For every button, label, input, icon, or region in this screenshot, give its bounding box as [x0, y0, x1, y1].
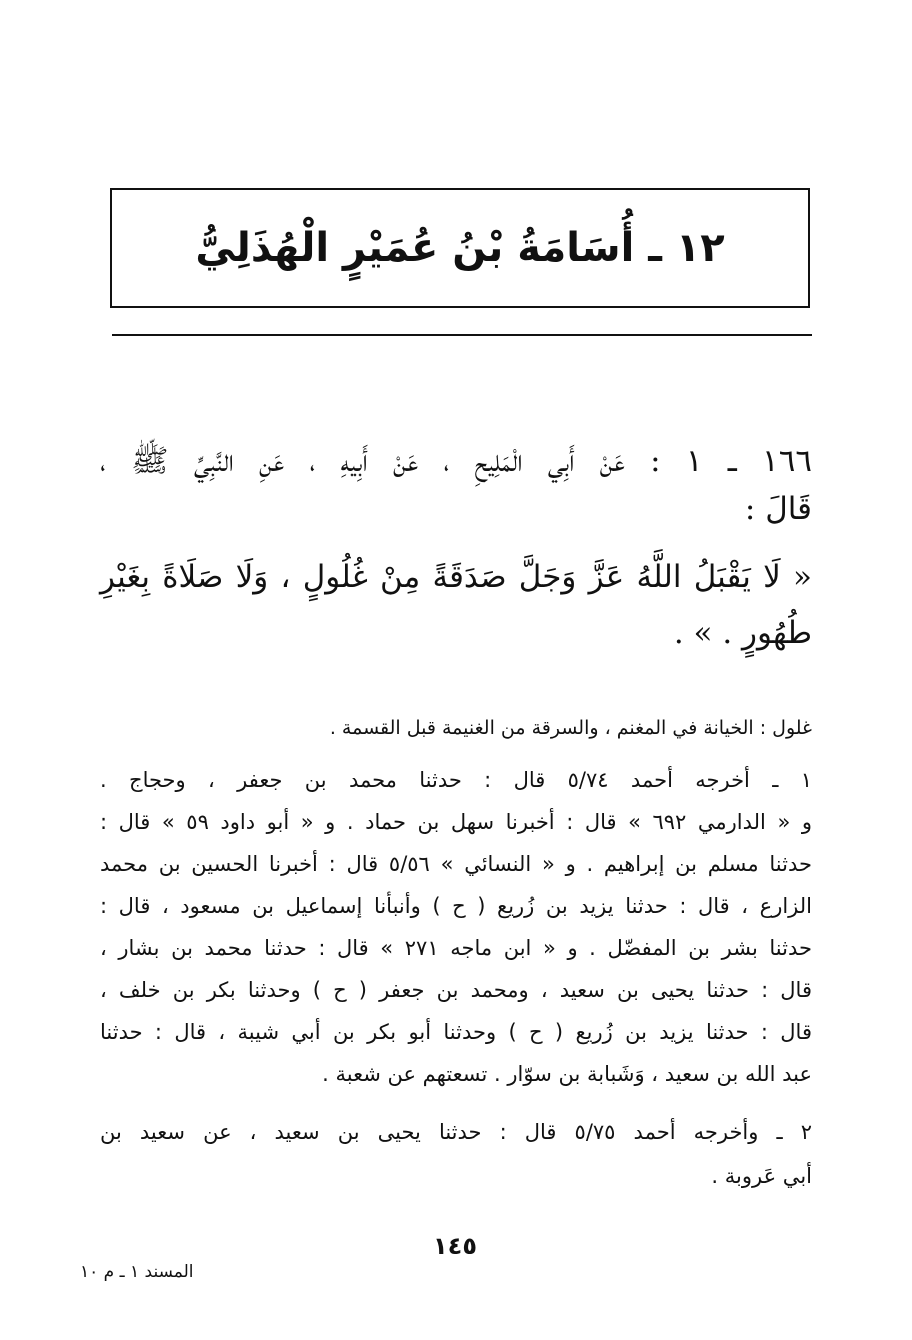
note-2-line: ٢ ـ وأخرجه أحمد ٥/٧٥ قال : حدثنا يحيى بن سعيد ، عن سعيد بن: [100, 1120, 812, 1144]
note-1-line: الزارع ، قال : حدثنا يزيد بن زُريع ( ح ) وأنبأنا إسماعيل بن مسعود ، قال :: [100, 894, 812, 918]
hadith-line-3: « لَا يَقْبَلُ اللَّهُ عَزَّ وَجَلَّ صَدَقَةً مِنْ غُلُولٍ ، وَلَا صَلَاةً بِغَيْرِ: [100, 559, 812, 595]
page-number: ١٤٥: [433, 1232, 477, 1260]
chapter-title-box: [110, 188, 810, 308]
volume-signature: المسند ١ ـ م ١٠: [80, 1262, 194, 1282]
note-2-line: أبي عَروبة .: [711, 1164, 812, 1188]
hadith-line-4: طُهُورٍ . » .: [673, 615, 812, 651]
title-divider: [112, 334, 812, 336]
note-1-line: عبد الله بن سعيد ، وَشَبابة بن سوّار . تسعتهم عن شعبة .: [322, 1062, 812, 1086]
note-1-line: ١ ـ أخرجه أحمد ٥/٧٤ قال : حدثنا محمد بن جعفر ، وحجاج .: [100, 768, 813, 792]
note-1-line: حدثنا مسلم بن إبراهيم . و « النسائي » ٥/٥٦ قال : أخبرنا الحسين بن محمد: [100, 852, 812, 876]
note-1-line: حدثنا بشر بن المفضّل . و « ابن ماجه ٢٧١ » قال : حدثنا محمد بن بشار ،: [100, 936, 812, 960]
note-1-line: قال : حدثنا يزيد بن زُريع ( ح ) وحدثنا أبو بكر بن أبي شيبة ، قال : حدثنا: [100, 1020, 812, 1044]
note-1-line: قال : حدثنا يحيى بن سعيد ، ومحمد بن جعفر ( ح ) وحدثنا بكر بن خلف ،: [100, 978, 812, 1002]
hadith-line-2: قَالَ :: [744, 491, 812, 527]
hadith-line-1: ١٦٦ ـ ١ : عَنْ أَبِي الْمَلِيحِ ، عَنْ أَبِيهِ ، عَنِ النَّبِيِّ ﷺ ،: [100, 443, 812, 479]
chapter-title: ١٢ ـ أُسَامَةُ بْنُ عُمَيْرٍ الْهُذَلِيُّ: [195, 225, 725, 271]
gloss-note: غلول : الخيانة في المغنم ، والسرقة من الغنيمة قبل القسمة .: [329, 717, 812, 739]
note-1-line: و « الدارمي ٦٩٢ » قال : أخبرنا سهل بن حماد . و « أبو داود ٥٩ » قال :: [100, 810, 812, 834]
